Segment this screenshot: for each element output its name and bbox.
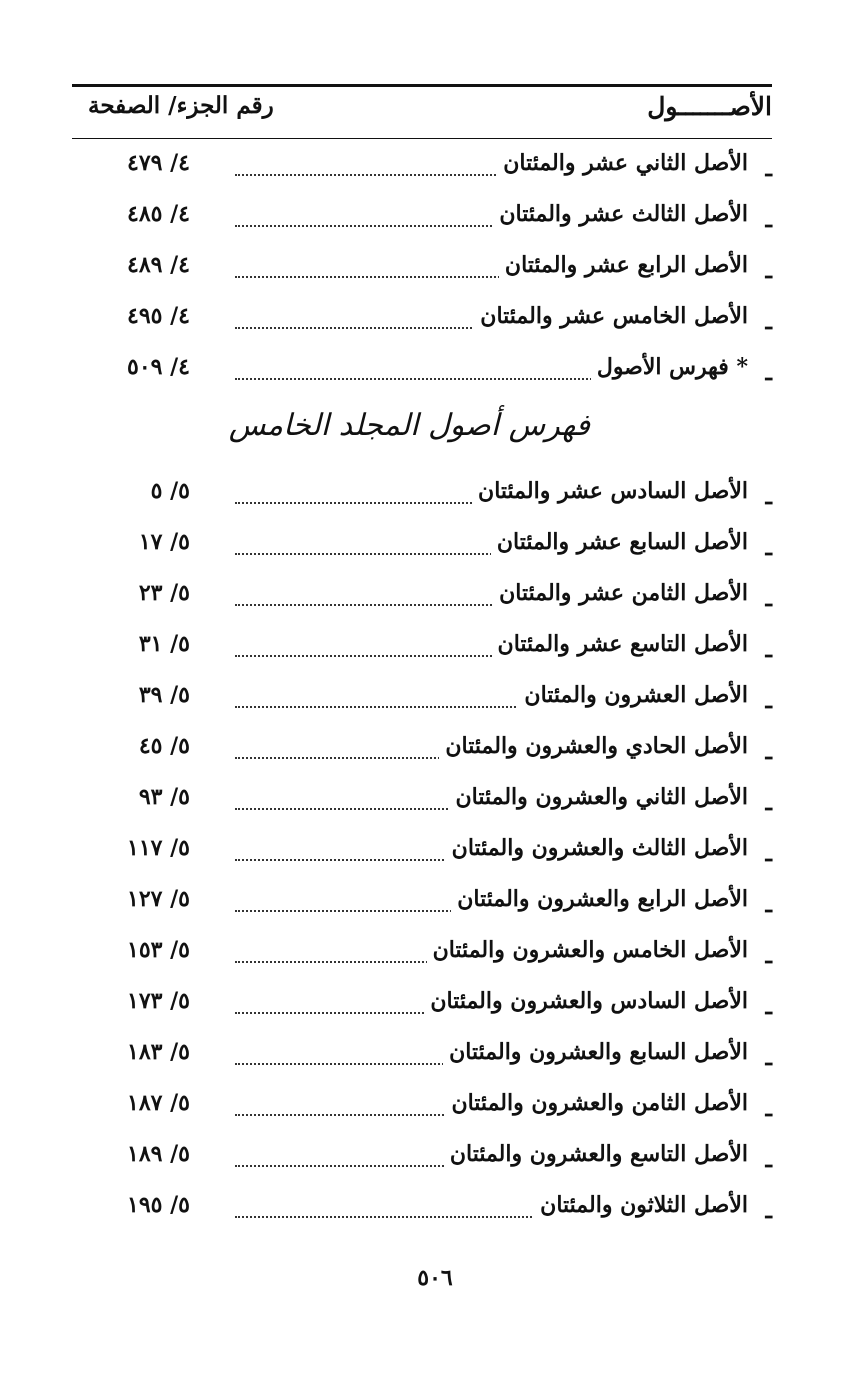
entry-bullet: ـ xyxy=(765,484,772,510)
entry-label: الأصل التاسع والعشرون والمئتان xyxy=(444,1141,748,1167)
entry-label: الأصل الرابع عشر والمئتان xyxy=(499,252,748,278)
entry-label: الأصل التاسع عشر والمئتان xyxy=(492,631,748,657)
entry-label: الأصل الثاني عشر والمئتان xyxy=(497,150,748,176)
section-title: فهرس أصول المجلد الخامس xyxy=(228,408,590,443)
entry-bullet: ـ xyxy=(765,994,772,1020)
header-title: الأصـــــــول xyxy=(647,92,772,121)
entry-page: ٤/ ٥٠٩ xyxy=(127,354,190,380)
toc-entry xyxy=(100,354,772,394)
entry-label: الأصل الثالث عشر والمئتان xyxy=(493,201,748,227)
entry-page: ٤/ ٤٩٥ xyxy=(127,303,190,329)
entry-bullet: ـ xyxy=(765,1045,772,1071)
entry-page: ٤/ ٤٨٥ xyxy=(127,201,190,227)
entry-page: ٥/ ١٨٣ xyxy=(127,1039,190,1065)
entry-page: ٥/ ٤٥ xyxy=(138,733,190,759)
toc-entry xyxy=(100,784,772,824)
toc-entry xyxy=(100,201,772,241)
toc-entry xyxy=(100,1192,772,1232)
entry-bullet: ـ xyxy=(765,943,772,969)
entry-bullet: ـ xyxy=(765,207,772,233)
entry-page: ٥/ ٣١ xyxy=(138,631,190,657)
entry-bullet: ـ xyxy=(765,586,772,612)
toc-entry xyxy=(100,631,772,671)
entry-page: ٥/ ١١٧ xyxy=(127,835,190,861)
entry-page: ٥/ ١٨٩ xyxy=(127,1141,190,1167)
entry-page: ٥/ ١٧ xyxy=(138,529,190,555)
entry-page: ٥/ ٩٣ xyxy=(138,784,190,810)
page-number: ٥٠٦ xyxy=(417,1265,453,1291)
entry-bullet: ـ xyxy=(765,790,772,816)
toc-entry xyxy=(100,150,772,190)
header-page-column: رقم الجزء/ الصفحة xyxy=(88,92,274,119)
entry-label: * فهرس الأصول xyxy=(591,354,748,380)
entry-label: الأصل الثامن والعشرون والمئتان xyxy=(445,1090,748,1116)
table-header xyxy=(72,90,772,134)
entry-bullet: ـ xyxy=(765,739,772,765)
entry-bullet: ـ xyxy=(765,360,772,386)
toc-entry xyxy=(100,1090,772,1130)
entry-page: ٥/ ١٥٣ xyxy=(127,937,190,963)
toc-entry xyxy=(100,886,772,926)
entry-bullet: ـ xyxy=(765,841,772,867)
entry-page: ٥/ ١٧٣ xyxy=(127,988,190,1014)
toc-entry xyxy=(100,580,772,620)
toc-entry xyxy=(100,252,772,292)
entry-bullet: ـ xyxy=(765,535,772,561)
entry-label: الأصل السابع والعشرون والمئتان xyxy=(443,1039,748,1065)
toc-entry xyxy=(100,733,772,773)
entry-page: ٥/ ٢٣ xyxy=(138,580,190,606)
toc-entry xyxy=(100,303,772,343)
toc-entry xyxy=(100,682,772,722)
entry-bullet: ـ xyxy=(765,1147,772,1173)
entry-page: ٤/ ٤٨٩ xyxy=(127,252,190,278)
entry-label: الأصل الرابع والعشرون والمئتان xyxy=(451,886,748,912)
entry-label: الأصل الخامس عشر والمئتان xyxy=(474,303,748,329)
toc-entry xyxy=(100,529,772,569)
header-bottom-rule xyxy=(72,138,772,139)
entry-page: ٥/ ١٩٥ xyxy=(127,1192,190,1218)
toc-entry xyxy=(100,988,772,1028)
entry-label: الأصل الثلاثون والمئتان xyxy=(534,1192,748,1218)
entry-label: الأصل الحادي والعشرون والمئتان xyxy=(439,733,748,759)
toc-entry xyxy=(100,937,772,977)
header-top-rule xyxy=(72,84,772,87)
toc-entry xyxy=(100,835,772,875)
entry-label: الأصل السادس والعشرون والمئتان xyxy=(424,988,748,1014)
entry-bullet: ـ xyxy=(765,892,772,918)
entry-label: الأصل الثالث والعشرون والمئتان xyxy=(446,835,748,861)
entry-page: ٥/ ٥ xyxy=(150,478,190,504)
entry-bullet: ـ xyxy=(765,258,772,284)
entry-bullet: ـ xyxy=(765,309,772,335)
entry-page: ٤/ ٤٧٩ xyxy=(127,150,190,176)
toc-entry xyxy=(100,1141,772,1181)
entry-bullet: ـ xyxy=(765,156,772,182)
entry-label: الأصل الخامس والعشرون والمئتان xyxy=(427,937,748,963)
entry-bullet: ـ xyxy=(765,637,772,663)
entry-label: الأصل السابع عشر والمئتان xyxy=(491,529,748,555)
entry-bullet: ـ xyxy=(765,1198,772,1224)
entry-label: الأصل العشرون والمئتان xyxy=(518,682,748,708)
entry-page: ٥/ ٣٩ xyxy=(138,682,190,708)
entry-bullet: ـ xyxy=(765,1096,772,1122)
entry-label: الأصل السادس عشر والمئتان xyxy=(472,478,748,504)
entry-page: ٥/ ١٨٧ xyxy=(127,1090,190,1116)
toc-entry xyxy=(100,1039,772,1079)
toc-entry xyxy=(100,478,772,518)
entry-bullet: ـ xyxy=(765,688,772,714)
entry-page: ٥/ ١٢٧ xyxy=(127,886,190,912)
entry-label: الأصل الثامن عشر والمئتان xyxy=(493,580,748,606)
entry-label: الأصل الثاني والعشرون والمئتان xyxy=(450,784,749,810)
